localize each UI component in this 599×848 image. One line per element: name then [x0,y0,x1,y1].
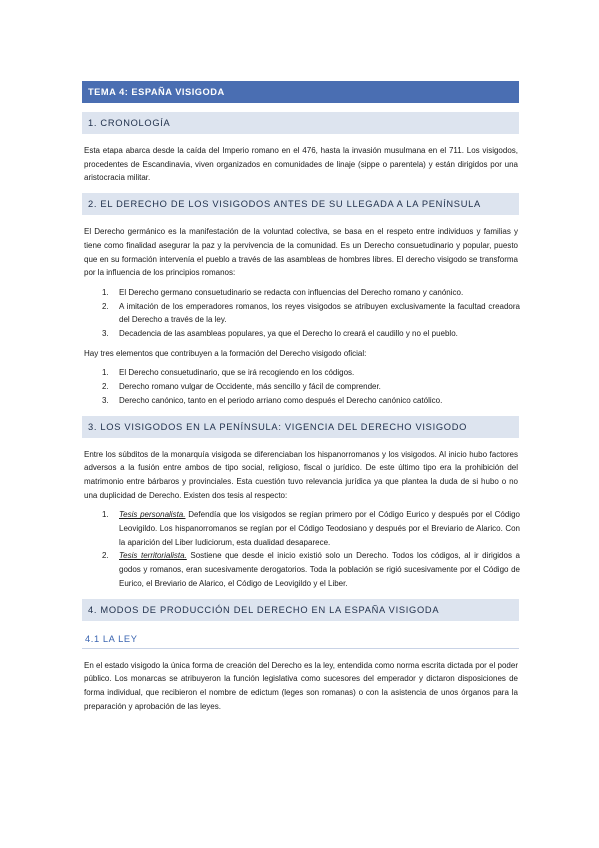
list-item: 1. El Derecho consuetudinario, que se irá recogiendo en los códigos. [102,368,355,378]
document-content [82,81,520,713]
paragraph-derecho-germanico: El Derecho germánico es la manifestación de la voluntad colectiva, se basa en el respeto entre individuos y familias y tiene como finalidad asegurar la paz y la pervivencia de la comunidad. Es un Derecho consuetudinario y popular, puesto que en su formación intervenía el pueblo a través de las asambleas de hombres libres. El derecho visigodo se transforma por la influencia de los principios romanos: [84,227,518,278]
list-elementos [82,366,520,407]
list-item: 1. El Derecho germano consuetudinario se redacta con influencias del Derecho romano y canónico. [102,287,464,297]
list-item: 3. Derecho canónico, tanto en el periodo arriano como después el Derecho canónico católico. [102,395,443,405]
term-tesis-territorialista: Tesis territorialista. [119,551,187,561]
term-tesis-personalista: Tesis personalista. [119,510,186,520]
section-heading-derecho-antes: 2. EL DERECHO DE LOS VISIGODOS ANTES DE SU LLEGADA A LA PENÍNSULA [82,193,519,215]
subsection-heading-la-ley: 4.1 LA LEY [82,630,519,649]
section-heading-cronologia: 1. CRONOLOGÍA [82,112,519,134]
paragraph-cronologia: Esta etapa abarca desde la caída del Imperio romano en el 476, hasta la invasión musulmana en el 711. Los visigodos, procedentes de Escandinavia, viven organizados en comunidades de linaje (sippe o parentela) y están dirigidos por una aristocracia militar. [84,146,518,183]
paragraph-tres-elementos: Hay tres elementos que contribuyen a la formación del Derecho visigodo oficial: [84,348,367,358]
list-tesis [82,508,520,590]
document-title: TEMA 4: ESPAÑA VISIGODA [82,81,519,103]
paragraph-la-ley: En el estado visigodo la única forma de creación del Derecho es la ley, entendida como norma escrita dictada por el poder público. Los monarcas se atribuyeron la función legislativa como sucesores del emperador y dictaron disposiciones de forma individual, que recibieron el nombre de edictum (leges son romanas) o con la asistencia de unos órganos para la preparación y aprobación de las leyes. [84,660,518,711]
section-heading-modos-produccion: 4. MODOS DE PRODUCCIÓN DEL DERECHO EN LA ESPAÑA VISIGODA [82,599,519,621]
list-item: 2. Tesis territorialista. Sostiene que desde el inicio existió solo un Derecho. Todos los códigos, al ir dirigidos a godos y romanos, eran sucesivamente derogatorios. Toda la población se rigió sucesivamente por el Código de Eurico, el Breviario de Alarico, el Código de Leovigildo y el Liber. [102,551,520,588]
list-item: 1. Tesis personalista. Defendía que los visigodos se regían primero por el Código Eurico y después por el Código Leovigildo. Los hispanorromanos se regían por el Código Teodosiano y después por el Breviario de Alarico. Con la aparición del Liber Iudiciorum, esta dualidad desaparece. [102,510,520,547]
section-heading-visigodos-peninsula: 3. LOS VISIGODOS EN LA PENÍNSULA: VIGENCIA DEL DERECHO VISIGODO [82,416,519,438]
list-item: 2. Derecho romano vulgar de Occidente, más sencillo y fácil de comprender. [102,382,381,392]
list-item: 2. A imitación de los emperadores romanos, los reyes visigodos se atribuyen exclusivamente la facultad creadora del Derecho a través de la ley. [102,301,520,325]
list-item: 3. Decadencia de las asambleas populares, ya que el Derecho lo creará el caudillo y no el pueblo. [102,329,458,339]
paragraph-subditos: Entre los súbditos de la monarquía visigoda se diferenciaban los hispanorromanos y los visigodos. Al inicio hubo factores adversos a la fusión entre ambos de tipo social, religioso, fiscal o jurídico. De este último tipo era la prohibición del matrimonio entre bárbaros y provinciales. Esta cuestión tuvo relevancia jurídica ya que plantea la duda de si hubo o no una duplicidad de Derecho. Existen dos tesis al respecto: [84,449,518,500]
list-influencias [82,286,520,341]
